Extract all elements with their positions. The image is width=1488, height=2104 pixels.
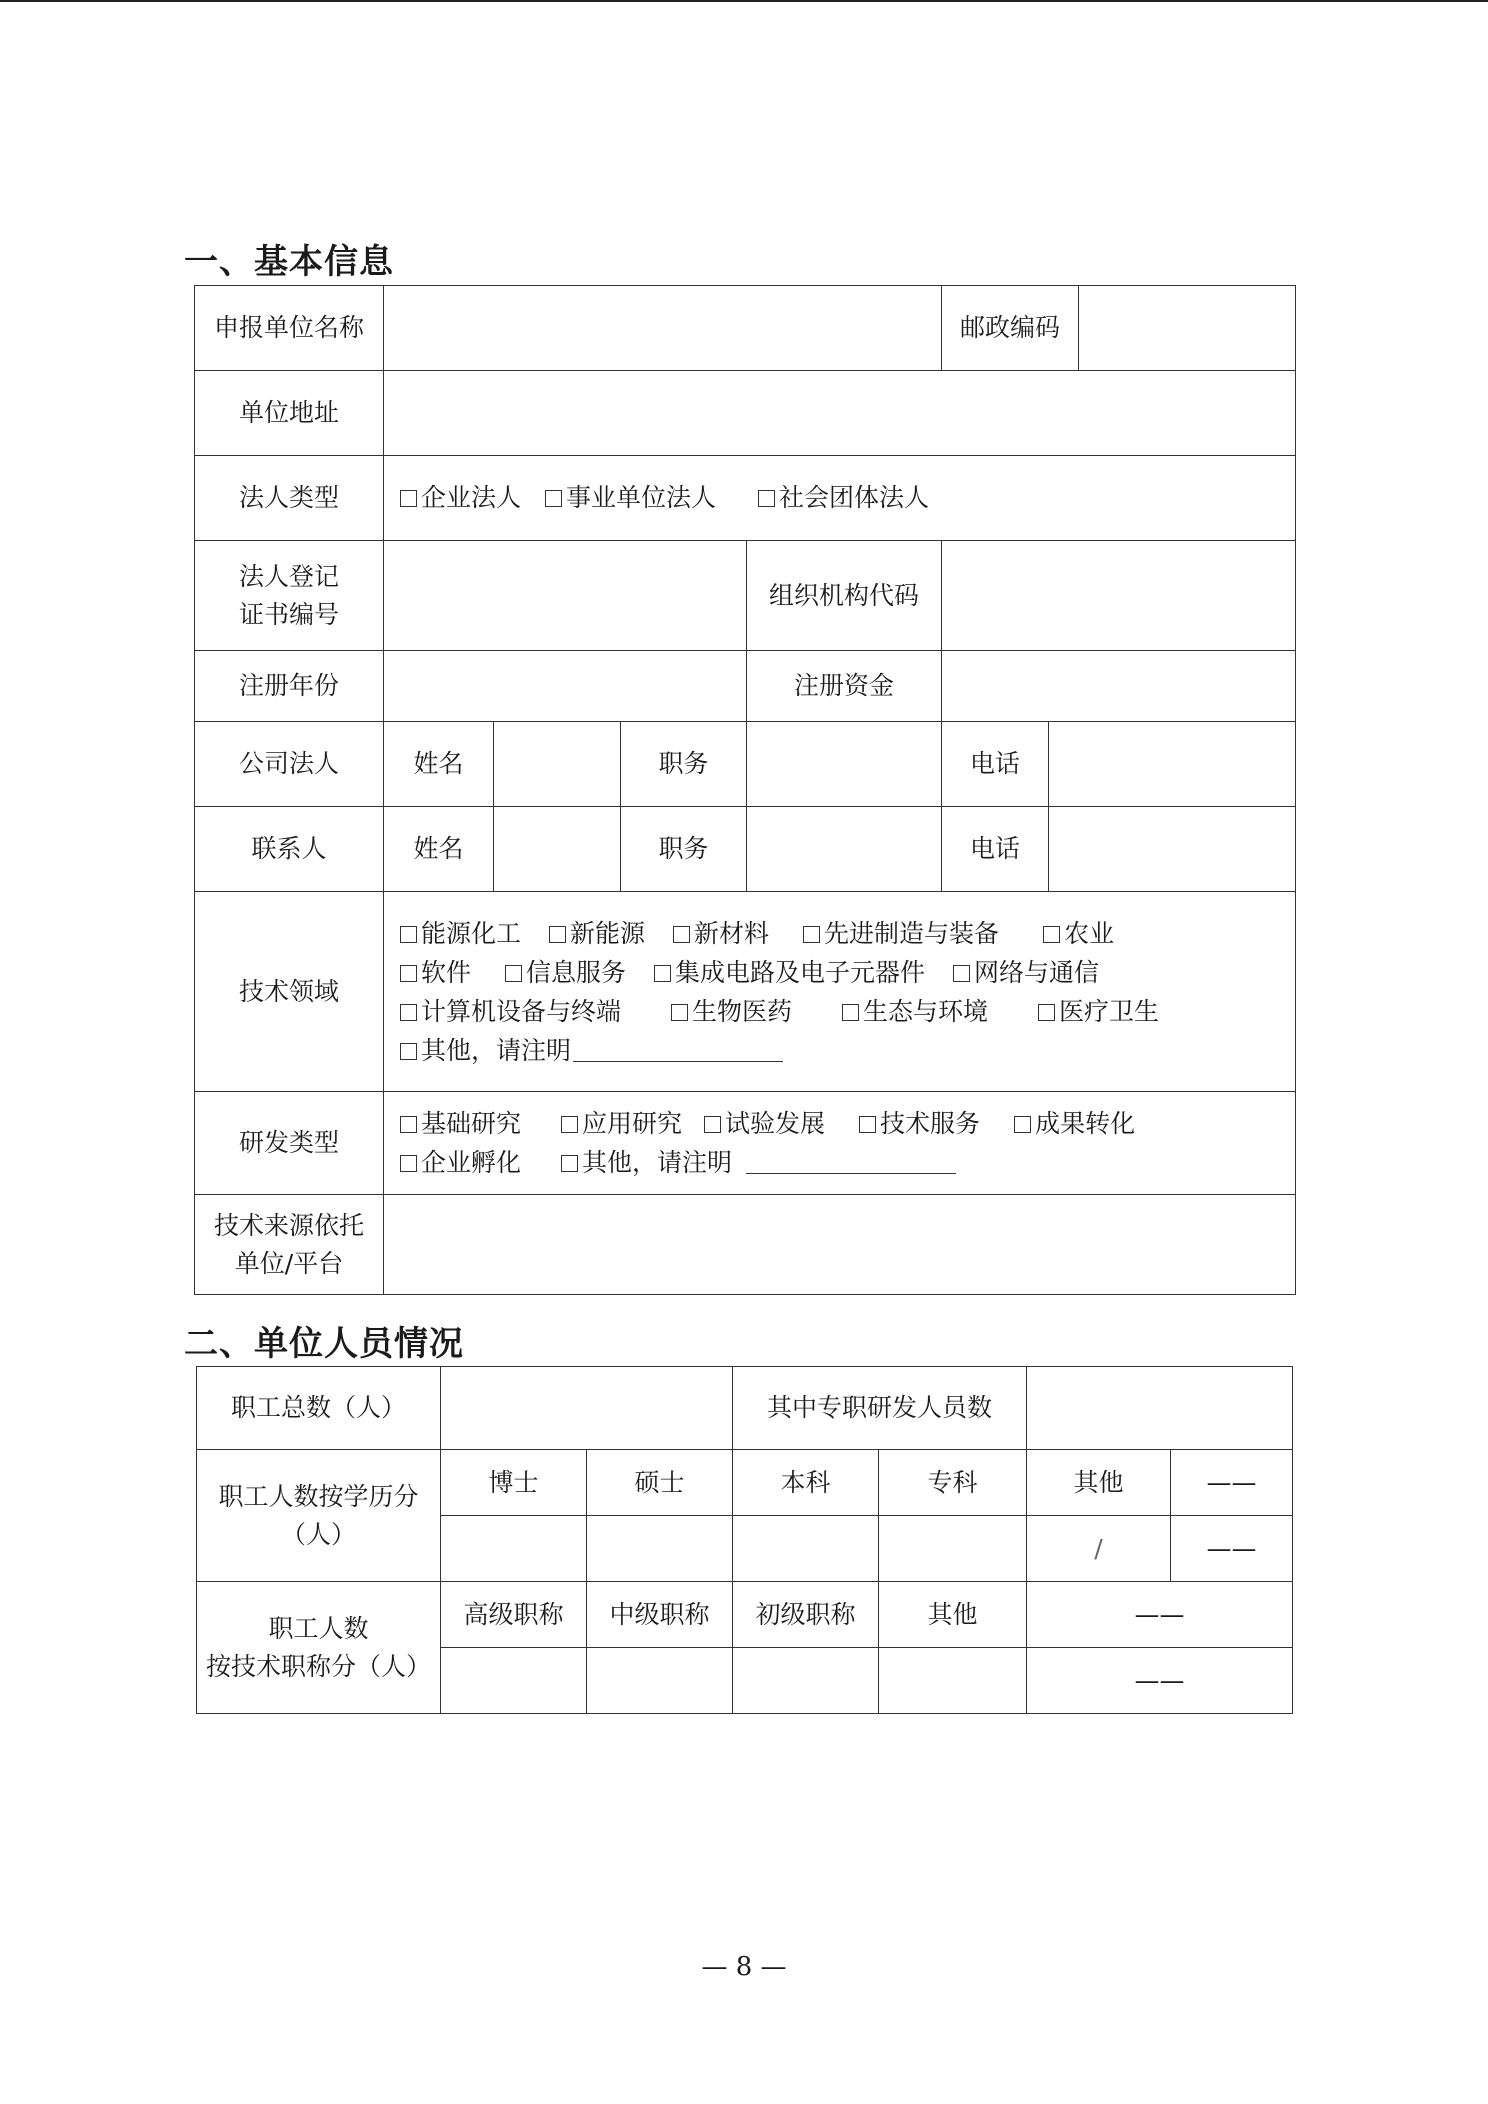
title-header-junior: 初级职称 [733,1582,879,1648]
org-code-field[interactable] [942,541,1296,651]
rd-staff-field[interactable] [1027,1367,1293,1450]
phone-label: 电话 [942,722,1049,807]
checkbox-icon [400,1155,417,1172]
tech-field-label: 技术领域 [195,892,384,1092]
checkbox-icon [400,490,417,507]
org-code-label: 组织机构代码 [747,541,942,651]
row-unit-name [195,286,1296,371]
row-rd-type [195,1092,1296,1195]
checkbox-icon [654,965,671,982]
reg-cert-field[interactable] [384,541,747,651]
row-tech-field [195,892,1296,1092]
checkbox-icon [842,1004,859,1021]
tech-source-label: 技术来源依托 单位/平台 [195,1195,384,1295]
basic-info-table [194,285,1296,1295]
checkbox-icon [561,1155,578,1172]
title-value-junior[interactable] [733,1648,879,1714]
title-header-senior: 高级职称 [441,1582,587,1648]
legal-phone-field[interactable] [1049,722,1296,807]
postal-code-label: 邮政编码 [942,286,1079,371]
rd-type-label: 研发类型 [195,1092,384,1195]
contact-label: 联系人 [195,807,384,892]
legal-name-field[interactable] [494,722,621,807]
section-title-staff: 二、单位人员情况 [184,1324,464,1364]
contact-name-field[interactable] [494,807,621,892]
row-registration-year [195,651,1296,722]
reg-cert-label: 法人登记 证书编号 [195,541,384,651]
row-degree-headers [197,1450,1293,1516]
position-label: 职务 [621,807,747,892]
degree-header-phd: 博士 [441,1450,587,1516]
contact-phone-field[interactable] [1049,807,1296,892]
checkbox-energy-chemical[interactable]: 能源化工 [400,914,521,953]
row-tech-source [195,1195,1296,1295]
checkbox-software[interactable]: 软件 [400,953,471,992]
checkbox-icon [561,1116,578,1133]
top-border-line [0,0,1488,2]
degree-header-college: 专科 [879,1450,1027,1516]
checkbox-advanced-manufacturing[interactable]: 先进制造与装备 [803,914,999,953]
rd-options-line [400,1143,1295,1182]
degree-header-dash: —— [1171,1450,1293,1516]
name-label: 姓名 [384,722,494,807]
checkbox-network-comm[interactable]: 网络与通信 [953,953,1099,992]
tech-field-options [384,892,1296,1092]
title-header-other: 其他 [879,1582,1027,1648]
tech-other-blank[interactable] [573,1037,783,1062]
degree-value-bachelor[interactable] [733,1516,879,1582]
section-title-basic-info: 一、基本信息 [184,242,394,282]
checkbox-icon [859,1116,876,1133]
row-title-headers [197,1582,1293,1648]
address-label: 单位地址 [195,371,384,456]
position-label: 职务 [621,722,747,807]
company-legal-label: 公司法人 [195,722,384,807]
reg-year-field[interactable] [384,651,747,722]
checkbox-icon [704,1116,721,1133]
checkbox-tech-other[interactable]: 其他，请注明 [400,1031,571,1070]
degree-value-college[interactable] [879,1516,1027,1582]
checkbox-icon [671,1004,688,1021]
checkbox-icon [545,490,562,507]
row-company-legal [195,722,1296,807]
checkbox-biomedicine[interactable]: 生物医药 [671,992,792,1031]
reg-capital-label: 注册资金 [747,651,942,722]
tech-options-line [400,1031,1295,1070]
checkbox-ic-electronics[interactable]: 集成电路及电子元器件 [654,953,925,992]
checkbox-icon [673,926,690,943]
by-title-label: 职工人数 按技术职称分（人） [197,1582,441,1714]
address-field[interactable] [384,371,1296,456]
checkbox-ecology-environment[interactable]: 生态与环境 [842,992,988,1031]
legal-position-field[interactable] [747,722,942,807]
degree-header-bachelor: 本科 [733,1450,879,1516]
checkbox-icon [1043,926,1060,943]
checkbox-rd-other[interactable]: 其他，请注明 [561,1143,732,1182]
row-registration-cert [195,541,1296,651]
rd-type-options [384,1092,1296,1195]
rd-options-line [400,1104,1295,1143]
checkbox-healthcare[interactable]: 医疗卫生 [1038,992,1159,1031]
title-header-dash: —— [1027,1582,1293,1648]
checkbox-applied-research[interactable]: 应用研究 [561,1104,682,1143]
checkbox-computer-devices[interactable]: 计算机设备与终端 [400,992,621,1031]
checkbox-experimental-dev[interactable]: 试验发展 [704,1104,825,1143]
checkbox-info-services[interactable]: 信息服务 [505,953,626,992]
unit-name-field[interactable] [384,286,942,371]
checkbox-icon [758,490,775,507]
checkbox-agriculture[interactable]: 农业 [1043,914,1114,953]
checkbox-icon [1038,1004,1055,1021]
degree-value-phd[interactable] [441,1516,587,1582]
checkbox-icon [549,926,566,943]
checkbox-icon [400,1004,417,1021]
title-value-senior[interactable] [441,1648,587,1714]
degree-value-dash: —— [1171,1516,1293,1582]
legal-type-options [384,456,1296,541]
phone-label: 电话 [942,807,1049,892]
title-value-intermediate[interactable] [587,1648,733,1714]
title-value-dash: —— [1027,1648,1293,1714]
page-number: — 8 — [701,1952,787,1982]
reg-year-label: 注册年份 [195,651,384,722]
checkbox-icon [400,926,417,943]
staff-table [196,1366,1293,1714]
degree-header-master: 硕士 [587,1450,733,1516]
checkbox-achievement-transfer[interactable]: 成果转化 [1014,1104,1135,1143]
rd-staff-label: 其中专职研发人员数 [733,1367,1027,1450]
checkbox-icon [803,926,820,943]
checkbox-icon [400,1043,417,1060]
checkbox-incubation[interactable]: 企业孵化 [400,1143,521,1182]
by-degree-label: 职工人数按学历分 （人） [197,1450,441,1582]
legal-type-label: 法人类型 [195,456,384,541]
row-address [195,371,1296,456]
tech-options-line [400,914,1295,953]
checkbox-icon [953,965,970,982]
row-contact [195,807,1296,892]
checkbox-new-energy[interactable]: 新能源 [549,914,645,953]
contact-position-field[interactable] [747,807,942,892]
checkbox-icon [1014,1116,1031,1133]
checkbox-enterprise-legal[interactable]: 企业法人 [400,479,521,517]
row-total-staff [197,1367,1293,1450]
postal-code-field[interactable] [1079,286,1296,371]
checkbox-social-group-legal[interactable]: 社会团体法人 [758,479,929,517]
tech-source-field[interactable] [384,1195,1296,1295]
checkbox-basic-research[interactable]: 基础研究 [400,1104,521,1143]
row-legal-type [195,456,1296,541]
checkbox-new-materials[interactable]: 新材料 [673,914,769,953]
degree-value-other[interactable]: / [1027,1516,1171,1582]
name-label: 姓名 [384,807,494,892]
checkbox-tech-services[interactable]: 技术服务 [859,1104,980,1143]
title-value-other[interactable] [879,1648,1027,1714]
tech-options-line [400,992,1295,1031]
unit-name-label: 申报单位名称 [195,286,384,371]
degree-header-other: 其他 [1027,1450,1171,1516]
checkbox-icon [400,1116,417,1133]
checkbox-icon [505,965,522,982]
checkbox-icon [400,965,417,982]
checkbox-institution-legal[interactable]: 事业单位法人 [545,479,716,517]
tech-options-line [400,953,1295,992]
degree-value-master[interactable] [587,1516,733,1582]
title-header-intermediate: 中级职称 [587,1582,733,1648]
reg-capital-field[interactable] [942,651,1296,722]
total-staff-label: 职工总数（人） [197,1367,441,1450]
rd-other-blank[interactable] [746,1149,956,1174]
total-staff-field[interactable] [441,1367,733,1450]
